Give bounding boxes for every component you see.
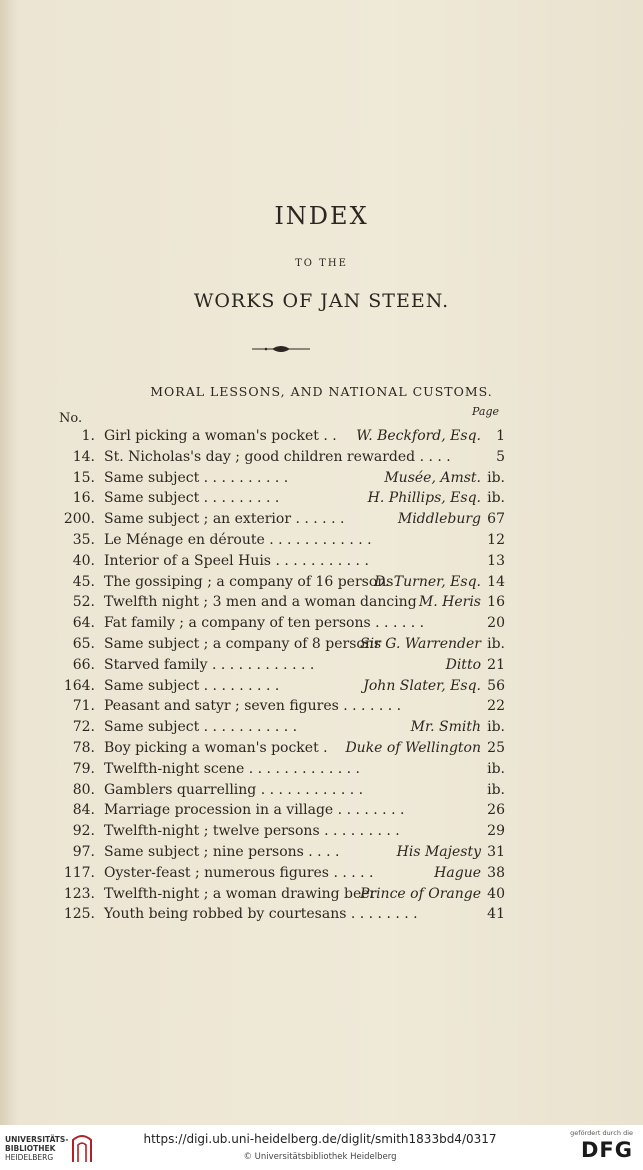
entry-owner: Hague — [434, 864, 481, 881]
entry-owner: Mr. Smith — [410, 719, 481, 736]
index-subtitle: TO THE — [295, 258, 348, 269]
entry-number: 40. — [72, 552, 95, 569]
index-entry — [55, 696, 505, 716]
entry-page: ib. — [487, 636, 505, 652]
footer-bar — [0, 1125, 643, 1170]
entry-description: Youth being robbed by courtesans . . . . . . . . — [104, 906, 418, 923]
index-entry — [55, 655, 505, 675]
entry-number: 65. — [72, 636, 95, 652]
index-entry — [55, 759, 505, 779]
entry-page: 5 — [496, 448, 505, 465]
entry-owner: Duke of Wellington — [345, 740, 481, 756]
document-url-link[interactable]: https://digi.ub.uni-heidelberg.de/diglit/smith1833bd4/0317 — [143, 1132, 497, 1146]
index-entry — [55, 780, 505, 800]
entry-description: Peasant and satyr ; seven figures . . . . . . . — [104, 698, 402, 715]
index-entry — [55, 426, 505, 446]
entry-description: Twelfth-night ; a woman drawing beer — [104, 885, 377, 902]
entry-number: 123. — [63, 885, 95, 902]
entry-number: 125. — [63, 906, 95, 923]
entry-page: 25 — [487, 740, 505, 756]
index-title: INDEX — [274, 202, 369, 230]
entry-page: 13 — [487, 552, 505, 569]
index-entry — [55, 821, 505, 841]
index-entry — [55, 509, 505, 529]
entry-owner: Prince of Orange — [359, 885, 481, 902]
entry-page: 22 — [487, 698, 505, 715]
entry-description: The gossiping ; a company of 16 persons — [104, 573, 394, 590]
entry-page: 21 — [487, 656, 505, 673]
index-entry — [55, 530, 505, 550]
entry-description: Oyster-feast ; numerous figures . . . . . — [104, 864, 374, 881]
entry-number: 35. — [72, 532, 95, 548]
library-name-line: HEIDELBERG — [5, 1153, 54, 1162]
entry-description: Le Ménage en déroute . . . . . . . . . . . . — [104, 532, 372, 548]
entry-number: 78. — [72, 740, 95, 756]
entry-page: 67 — [487, 511, 505, 528]
entry-page: 20 — [487, 615, 505, 632]
index-entry — [55, 904, 505, 924]
entry-description: Twelfth-night scene . . . . . . . . . . . . . — [104, 760, 361, 777]
entry-description: Girl picking a woman's pocket . . — [104, 428, 337, 444]
entry-description: Same subject ; an exterior . . . . . . — [104, 511, 345, 528]
index-entry — [55, 863, 505, 883]
entry-owner: Sir G. Warrender — [360, 636, 481, 652]
index-entry — [55, 676, 505, 696]
entry-description: Twelfth-night ; twelve persons . . . . . . . . . — [104, 823, 400, 840]
entry-page: 31 — [487, 844, 505, 860]
index-entry — [55, 613, 505, 633]
entry-number: 71. — [72, 698, 95, 715]
entry-page: ib. — [487, 719, 505, 736]
entry-number: 200. — [63, 511, 95, 528]
entry-description: Same subject . . . . . . . . . — [104, 490, 280, 507]
entry-page: ib. — [487, 469, 505, 486]
index-entry — [55, 800, 505, 820]
entry-description: Starved family . . . . . . . . . . . . — [104, 656, 315, 673]
index-entry — [55, 842, 505, 862]
entry-number: 14. — [72, 448, 95, 465]
entry-page: 16 — [487, 594, 505, 611]
entry-number: 80. — [72, 781, 95, 798]
entry-page: 40 — [487, 885, 505, 902]
entry-page: 12 — [487, 532, 505, 548]
entry-owner: M. Heris — [418, 594, 481, 611]
dfg-logo: DFG — [580, 1138, 633, 1162]
entry-number: 66. — [72, 656, 95, 673]
entry-description: Gamblers quarrelling . . . . . . . . . . . . — [104, 781, 364, 798]
entry-owner: W. Beckford, Esq. — [356, 428, 481, 444]
entry-number: 45. — [72, 573, 95, 590]
works-title: WORKS OF JAN STEEN. — [193, 290, 450, 312]
index-entry — [55, 884, 505, 904]
ornament-divider-icon — [250, 343, 312, 355]
entry-description: Interior of a Speel Huis . . . . . . . . . . . — [104, 552, 369, 569]
index-entry — [55, 572, 505, 592]
library-seal-icon — [69, 1134, 95, 1164]
entry-description: Same subject . . . . . . . . . — [104, 677, 280, 694]
index-entry — [55, 717, 505, 737]
entry-number: 117. — [63, 864, 95, 881]
entry-page: 14 — [487, 573, 505, 590]
funder-label: gefördert durch die — [570, 1129, 633, 1137]
entry-page: ib. — [487, 760, 505, 777]
number-column-label: No. — [59, 411, 83, 426]
index-entry — [55, 592, 505, 612]
entry-page: 38 — [487, 864, 505, 881]
entry-number: 92. — [72, 823, 95, 840]
entry-number: 1. — [81, 428, 95, 444]
entry-description: Same subject . . . . . . . . . . — [104, 469, 289, 486]
entry-description: Same subject ; nine persons . . . . — [104, 844, 340, 860]
entry-owner: Ditto — [445, 656, 481, 673]
entry-description: Boy picking a woman's pocket . — [104, 740, 328, 756]
index-entry — [55, 468, 505, 488]
library-logo — [5, 1132, 95, 1166]
entry-owner: His Majesty — [396, 844, 481, 860]
entry-number: 15. — [72, 469, 95, 486]
entry-number: 64. — [72, 615, 95, 632]
index-entry — [55, 738, 505, 758]
entry-description: Same subject . . . . . . . . . . . — [104, 719, 298, 736]
entry-owner: Musée, Amst. — [384, 469, 481, 486]
entry-description: Twelfth night ; 3 men and a woman dancing — [104, 594, 417, 611]
copyright-notice: © Universitätsbibliothek Heidelberg — [243, 1152, 397, 1162]
index-entry — [55, 634, 505, 654]
entry-owner: H. Phillips, Esq. — [367, 490, 481, 507]
entry-number: 72. — [72, 719, 95, 736]
entry-owner: Middleburg — [397, 511, 481, 528]
entry-page: 41 — [487, 906, 505, 923]
entry-description: Fat family ; a company of ten persons . . . . . . — [104, 615, 425, 632]
entry-owner: D. Turner, Esq. — [374, 573, 481, 590]
entry-number: 16. — [72, 490, 95, 507]
entry-number: 52. — [72, 594, 95, 611]
library-name-line: BIBLIOTHEK — [5, 1144, 56, 1153]
entry-page: ib. — [487, 490, 505, 507]
entry-owner: John Slater, Esq. — [363, 677, 481, 694]
entry-page: 1 — [496, 428, 505, 444]
entry-number: 97. — [72, 844, 95, 860]
index-entry — [55, 551, 505, 571]
entry-description: Same subject ; a company of 8 persons — [104, 636, 382, 652]
entry-description: Marriage procession in a village . . . . . . . . — [104, 802, 405, 819]
library-name-line: UNIVERSITÄTS- — [5, 1135, 69, 1144]
index-entry — [55, 488, 505, 508]
entry-page: 29 — [487, 823, 505, 840]
entry-page: 26 — [487, 802, 505, 819]
section-heading: MORAL LESSONS, AND NATIONAL CUSTOMS. — [150, 384, 493, 399]
entry-page: 56 — [487, 677, 505, 694]
entry-number: 84. — [72, 802, 95, 819]
page-column-label: Page — [472, 405, 500, 418]
index-entry — [55, 447, 505, 467]
entry-number: 164. — [63, 677, 95, 694]
entry-number: 79. — [72, 760, 95, 777]
entry-description: St. Nicholas's day ; good children rewarded . . . . — [104, 448, 451, 465]
entry-page: ib. — [487, 781, 505, 798]
